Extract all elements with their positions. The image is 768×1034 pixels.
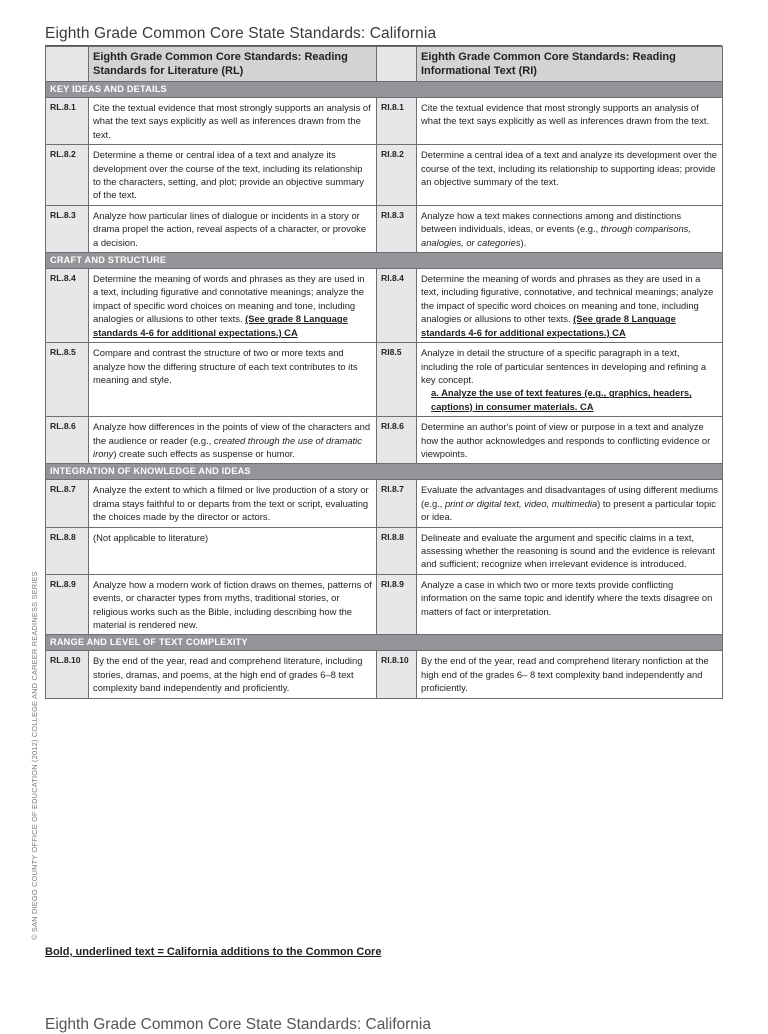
standard-text: Determine an author's point of view or purpose in a text and analyze how the author acknowledges and responds to conflicting evidence or viewpoints. bbox=[421, 421, 711, 459]
ri-code: RI.8.4 bbox=[377, 269, 417, 343]
standard-text: Analyze the extent to which a filmed or live production of a story or drama stays faithful to or departs from the text or script, evaluating the choices made by the director or actors. bbox=[93, 484, 369, 523]
ri-standard-text bbox=[417, 269, 723, 343]
standard-text: Determine the meaning of words and phrases as they are used in a text, including figurative and connotative meanings; analyze the impact of specific word choices on meaning and tone, including analogies or allusions to other texts. bbox=[93, 273, 365, 325]
rl-standard-text bbox=[89, 145, 377, 206]
header-code-cell bbox=[377, 47, 417, 82]
ri-standard-text bbox=[417, 527, 723, 574]
section-title: KEY IDEAS AND DETAILS bbox=[46, 82, 723, 98]
rl-code: RL.8.6 bbox=[46, 417, 89, 464]
table-row bbox=[46, 651, 723, 698]
ri-code: RI.8.3 bbox=[377, 205, 417, 252]
standard-text: Delineate and evaluate the argument and specific claims in a text, assessing whether the reasoning is sound and the evidence is relevant and sufficient; recognize when irrelevant evidence is introduced. bbox=[421, 531, 715, 570]
standards-table bbox=[45, 46, 723, 699]
standard-text: Determine the meaning of words and phrases as they are used in a text, including figurative, connotative, and technical meanings; analyze the impact of specific word choices on meaning and tone, including analogies or allusions to other texts. bbox=[421, 273, 714, 325]
section-title: RANGE AND LEVEL OF TEXT COMPLEXITY bbox=[46, 635, 723, 651]
rl-standard-text bbox=[89, 527, 377, 574]
rl-code: RL.8.5 bbox=[46, 343, 89, 417]
california-addition-text: a. Analyze the use of text features (e.g., graphics, headers, captions) in consumer materials. CA bbox=[431, 387, 692, 412]
standard-text: Cite the textual evidence that most strongly supports an analysis of what the text says explicitly as well as inferences drawn from the text. bbox=[421, 102, 710, 127]
ri-code: RI.8.2 bbox=[377, 145, 417, 206]
standard-text: Analyze how a modern work of fiction draws on themes, patterns of events, or character types from myths, traditional stories, or religious works such as the Bible, including describing how the material is rendered new. bbox=[93, 578, 372, 630]
table-row bbox=[46, 145, 723, 206]
standard-text: Analyze how a text makes connections among and distinctions between individuals, ideas, or events (e.g., bbox=[421, 209, 682, 235]
section-header-row bbox=[46, 253, 723, 269]
ri-standard-text bbox=[417, 651, 723, 698]
ri-code: RI.8.9 bbox=[377, 574, 417, 635]
ri-standard-text bbox=[417, 145, 723, 206]
ri-code: RI.8.6 bbox=[377, 417, 417, 464]
ri-standard-text bbox=[417, 574, 723, 635]
ri-code: RI8.5 bbox=[377, 343, 417, 417]
standard-text: Analyze a case in which two or more texts provide conflicting information on the same topic and identify where the texts disagree on matters of fact or interpretation. bbox=[421, 578, 713, 617]
section-title: INTEGRATION OF KNOWLEDGE AND IDEAS bbox=[46, 464, 723, 480]
section-header-row bbox=[46, 82, 723, 98]
table-row bbox=[46, 269, 723, 343]
ri-standard-text bbox=[417, 205, 723, 252]
rl-code: RL.8.3 bbox=[46, 205, 89, 252]
ri-code: RI.8.8 bbox=[377, 527, 417, 574]
standard-text: Determine a central idea of a text and analyze its development over the course of the text, including its relationship to supporting ideas; provide an objective summary of the text. bbox=[421, 149, 718, 188]
rl-standard-text bbox=[89, 205, 377, 252]
standard-text: By the end of the year, read and comprehend literary nonfiction at the high end of the grades 6– 8 text complexity band independently and proficiently. bbox=[421, 655, 709, 694]
section-header-row bbox=[46, 464, 723, 480]
california-addition-text: (See grade 8 Language standards 4-6 for additional expectations.) CA bbox=[421, 313, 676, 338]
table-body bbox=[46, 82, 723, 699]
ri-standard-text bbox=[417, 417, 723, 464]
standard-text: Cite the textual evidence that most strongly supports an analysis of what the text says explicitly as well as inferences drawn from the text. bbox=[93, 102, 371, 140]
rl-standard-text bbox=[89, 574, 377, 635]
header-code-cell bbox=[46, 47, 89, 82]
table-row bbox=[46, 417, 723, 464]
rl-standard-text bbox=[89, 651, 377, 698]
standard-text: By the end of the year, read and comprehend literature, including stories, dramas, and poems, at the high end of grades 6–8 text complexity band independently and proficiently. bbox=[93, 655, 363, 694]
standard-text: through comparisons, analogies, or categories bbox=[421, 223, 691, 248]
ri-standard-text bbox=[417, 480, 723, 527]
rl-code: RL.8.4 bbox=[46, 269, 89, 343]
rl-standard-text bbox=[89, 343, 377, 417]
ri-standard-text bbox=[417, 98, 723, 145]
rl-standard-text bbox=[89, 417, 377, 464]
table-row bbox=[46, 98, 723, 145]
standard-text: Determine a theme or central idea of a text and analyze its development over the course of the text, including its relationship to the characters, setting, and plot; provide an objective summary of the text. bbox=[93, 149, 364, 201]
table-header-row bbox=[46, 47, 723, 82]
ri-code: RI.8.10 bbox=[377, 651, 417, 698]
rl-code: RL.8.10 bbox=[46, 651, 89, 698]
standard-text: Analyze how differences in the points of view of the characters and the audience or reader (e.g., bbox=[93, 421, 371, 446]
section-title: CRAFT AND STRUCTURE bbox=[46, 253, 723, 269]
ri-standard-text bbox=[417, 343, 723, 417]
standard-text: ) to present a particular topic or idea. bbox=[421, 497, 716, 523]
section-header-row bbox=[46, 635, 723, 651]
rl-code: RL.8.1 bbox=[46, 98, 89, 145]
rl-standard-text bbox=[89, 98, 377, 145]
standard-text: Analyze in detail the structure of a specific paragraph in a text, including the role of particular sentences in developing and refining a key concept. bbox=[421, 347, 707, 385]
rl-code: RL.8.7 bbox=[46, 480, 89, 527]
standard-text: ). bbox=[520, 236, 527, 248]
standard-text: print or digital text, video, multimedia bbox=[444, 497, 598, 509]
rl-code: RL.8.8 bbox=[46, 527, 89, 574]
standard-text: Compare and contrast the structure of two or more texts and analyze how the differing structure of each text contributes to its meaning and style. bbox=[93, 347, 358, 385]
standard-text: ) create such effects as suspense or humor. bbox=[113, 447, 296, 459]
standard-text: (Not applicable to literature) bbox=[93, 531, 209, 543]
standard-text: created through the use of dramatic irony bbox=[93, 434, 362, 459]
next-page-title: Eighth Grade Common Core State Standards: California bbox=[45, 1016, 431, 1033]
california-additions-footnote: Bold, underlined text = California additions to the Common Core bbox=[45, 946, 382, 958]
rl-code: RL.8.9 bbox=[46, 574, 89, 635]
table-row bbox=[46, 343, 723, 417]
table-row bbox=[46, 574, 723, 635]
standard-text: Analyze how particular lines of dialogue or incidents in a story or drama propel the action, reveal aspects of a character, or provoke a decision. bbox=[93, 209, 367, 248]
standard-text: Evaluate the advantages and disadvantages of using different mediums (e.g., bbox=[421, 484, 718, 509]
copyright-side-text: © SAN DIEGO COUNTY OFFICE OF EDUCATION (2012) COLLEGE AND CAREER READINESS SERIES bbox=[30, 571, 39, 940]
header-ri-title: Eighth Grade Common Core Standards: Reading Informational Text (RI) bbox=[417, 47, 723, 82]
table-row bbox=[46, 480, 723, 527]
ri-code: RI.8.1 bbox=[377, 98, 417, 145]
rl-standard-text bbox=[89, 269, 377, 343]
rl-code: RL.8.2 bbox=[46, 145, 89, 206]
rl-standard-text bbox=[89, 480, 377, 527]
ri-code: RI.8.7 bbox=[377, 480, 417, 527]
table-row bbox=[46, 527, 723, 574]
california-addition-text: (See grade 8 Language standards 4-6 for additional expectations.) CA bbox=[93, 313, 348, 338]
header-rl-title: Eighth Grade Common Core Standards: Reading Standards for Literature (RL) bbox=[89, 47, 377, 82]
page-title: Eighth Grade Common Core State Standards: California bbox=[45, 25, 722, 46]
table-row bbox=[46, 205, 723, 252]
